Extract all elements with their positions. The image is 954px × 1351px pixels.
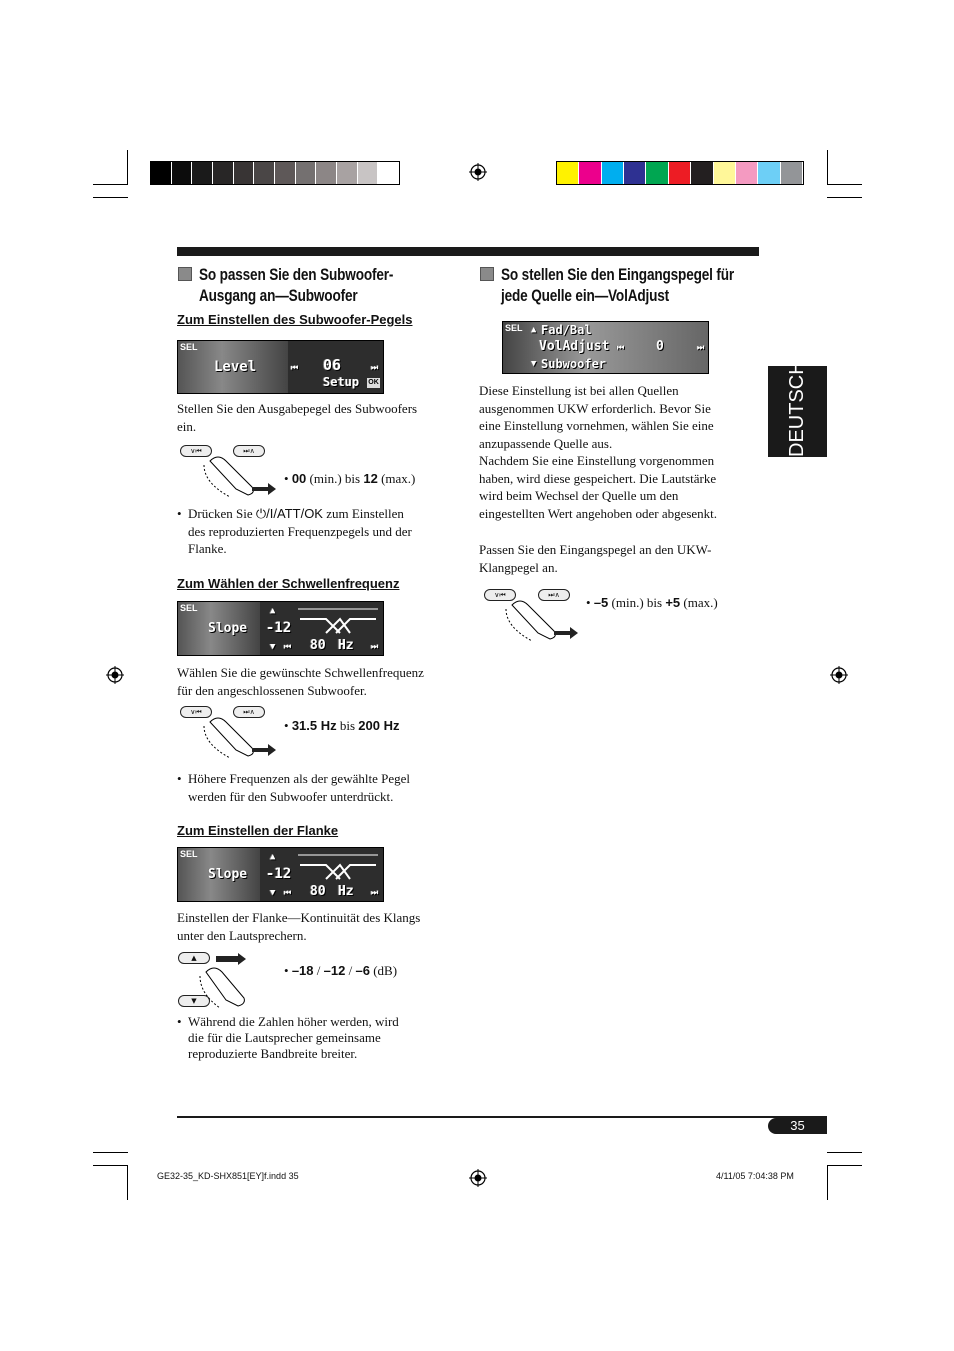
registration-mark-icon	[830, 666, 848, 684]
color-swatch	[557, 162, 578, 184]
skip-forward-icon: ⏭	[371, 363, 379, 372]
color-bar	[556, 161, 804, 185]
down-skip-back-button[interactable]: ∨⏮	[484, 589, 516, 601]
gray-swatch	[254, 162, 274, 184]
paragraph-line: eine Einstellung vornehmen, wählen Sie eine	[479, 418, 714, 433]
ok-icon: OK	[368, 379, 379, 386]
skip-forward-up-button[interactable]: ⏭∧	[233, 445, 265, 457]
language-tab	[768, 360, 827, 457]
lcd-value: 06	[323, 356, 342, 374]
crossover-curve-icon	[296, 605, 380, 637]
lcd-display-voladjust: SEL ▲ Fad/Bal VolAdjust ⏮ 0 ⏭ ▼ Subwoofer	[502, 321, 709, 374]
finger-press-icon	[200, 453, 280, 499]
lcd-display-slope: SEL Slope ▲ -12 ▼ ⏮ 80 Hz ⏭	[177, 601, 384, 656]
color-swatch	[602, 162, 623, 184]
note-bullet: • Während die Zahlen höher werden, wird die für die Lautsprecher gemeinsame reproduzierte Bandbreite breiter.	[177, 1014, 399, 1061]
paragraph-line: wird beim Wechsel der Quelle um den	[479, 488, 679, 503]
gray-swatch	[172, 162, 192, 184]
lcd-frequency-value: 80	[310, 638, 326, 653]
subheading-threshold-frequency: Zum Wählen der Schwellenfrequenz	[177, 576, 400, 591]
note-bullet: • Drücken Sie ⏻/I/ATT/OK zum Einstellen des reproduzierten Frequenzpegels und der Flanke.	[177, 506, 412, 556]
lcd-display-level: SEL Level ⏮ 06 ⏭ Setup OK	[177, 340, 384, 394]
finger-press-icon	[196, 952, 266, 1010]
color-swatch	[646, 162, 667, 184]
bottom-rule	[177, 1116, 827, 1118]
section-heading: So passen Sie den Subwoofer- Ausgang an—Subwoofer	[199, 265, 394, 305]
up-arrow-icon: ▲	[270, 852, 276, 862]
up-button[interactable]: ▲	[178, 952, 210, 964]
gray-swatch	[234, 162, 254, 184]
skip-forward-up-button[interactable]: ⏭∧	[233, 706, 265, 718]
down-arrow-icon: ▼	[270, 888, 276, 898]
lcd-label: Level	[214, 359, 257, 375]
paragraph-line: anzupassende Quelle aus.	[479, 435, 613, 451]
subheading-slope: Zum Einstellen der Flanke	[177, 823, 339, 838]
color-swatch	[781, 162, 802, 184]
paragraph: Einstellen der Flanke—Kontinuität des Klangs unter den Lautsprechern.	[177, 910, 421, 943]
heading-marker-icon	[178, 267, 192, 281]
skip-back-icon: ⏮	[291, 363, 299, 372]
paragraph-line: Passen Sie den Eingangspegel an den UKW-	[479, 542, 712, 557]
lcd-setup: Setup	[323, 375, 360, 389]
paragraph-line: Diese Einstellung ist bei allen Quellen	[479, 383, 679, 398]
gray-swatch	[151, 162, 171, 184]
footer-file: GE32-35_KD-SHX851[EY]f.indd 35	[157, 1171, 299, 1181]
top-rule	[177, 247, 759, 256]
lcd-label: Slope	[208, 867, 248, 882]
skip-back-icon: ⏮	[617, 343, 625, 352]
paragraph-line: Nachdem Sie eine Einstellung vorgenommen	[479, 453, 715, 468]
paragraph-line: eingestellten Wert angehoben oder abgesenkt.	[479, 505, 718, 521]
heading-marker-icon	[480, 267, 494, 281]
gray-swatch	[337, 162, 357, 184]
color-swatch	[691, 162, 712, 184]
paragraph: Wählen Sie die gewünschte Schwellenfrequenz für den angeschlossenen Subwoofer.	[177, 665, 424, 698]
lcd-slope-value: -12	[266, 620, 292, 636]
range-values: • –5 (min.) bis +5 (max.)	[586, 595, 718, 610]
registration-mark-icon	[469, 163, 487, 181]
color-swatch	[669, 162, 690, 184]
subheading-subwoofer-level: Zum Einstellen des Subwoofer-Pegels	[177, 312, 413, 327]
paragraph-line: ausgenommen UKW erforderlich. Bevor Sie	[479, 400, 711, 416]
footer-date: 4/11/05 7:04:38 PM	[716, 1171, 794, 1181]
paragraph	[479, 541, 712, 576]
lcd-row: Subwoofer	[541, 357, 607, 371]
paragraph-line: Klangpegel an.	[479, 559, 558, 575]
lcd-display-slope: SEL Slope ▲ -12 ▼ ⏮ 80 Hz ⏭	[177, 847, 384, 902]
section-heading: So stellen Sie den Eingangspegel für jede Quelle ein—VolAdjust	[501, 265, 735, 305]
registration-mark-icon	[106, 666, 124, 684]
gray-swatch	[378, 162, 398, 184]
down-arrow-icon: ▼	[270, 642, 276, 652]
registration-mark-icon	[469, 1169, 487, 1187]
crossover-curve-icon	[296, 851, 380, 883]
note-bullet: • Höhere Frequenzen als der gewählte Pegel werden für den Subwoofer unterdrückt.	[177, 771, 410, 804]
up-arrow-icon: ▲	[531, 325, 537, 335]
color-swatch	[736, 162, 757, 184]
range-values: • 00 (min.) bis 12 (max.)	[284, 471, 416, 486]
grayscale-bar	[150, 161, 400, 185]
lcd-row: Fad/Bal	[541, 323, 592, 337]
color-swatch	[758, 162, 779, 184]
skip-forward-up-button[interactable]: ⏭∧	[538, 589, 570, 601]
lcd-slope-value: -12	[266, 866, 292, 882]
paragraph-line: haben, wird diese gespeichert. Die Lautstärke	[479, 470, 717, 486]
skip-back-icon: ⏮	[284, 888, 292, 897]
color-swatch	[714, 162, 735, 184]
gray-swatch	[358, 162, 378, 184]
finger-press-icon	[200, 714, 280, 760]
paragraph: Stellen Sie den Ausgabepegel des Subwoofers ein.	[177, 401, 418, 434]
page-number: 35	[768, 1118, 827, 1134]
down-button[interactable]: ▼	[178, 995, 210, 1007]
gray-swatch	[192, 162, 212, 184]
skip-forward-icon: ⏭	[371, 642, 379, 651]
skip-forward-icon: ⏭	[697, 343, 705, 352]
down-skip-back-button[interactable]: ∨⏮	[180, 445, 212, 457]
down-skip-back-button[interactable]: ∨⏮	[180, 706, 212, 718]
color-swatch	[579, 162, 600, 184]
gray-swatch	[296, 162, 316, 184]
color-swatch	[624, 162, 645, 184]
lcd-unit: Hz	[338, 638, 354, 653]
down-arrow-icon: ▼	[531, 359, 537, 369]
finger-press-icon	[502, 597, 582, 643]
lcd-frequency-value: 80	[310, 884, 326, 899]
gray-swatch	[316, 162, 336, 184]
skip-forward-icon: ⏭	[371, 888, 379, 897]
range-values: • 31.5 Hz bis 200 Hz	[284, 718, 400, 733]
lcd-unit: Hz	[338, 884, 354, 899]
lcd-label: Slope	[208, 621, 248, 636]
lcd-row-selected: VolAdjust	[539, 339, 610, 354]
lcd-value: 0	[656, 339, 664, 354]
up-arrow-icon: ▲	[270, 606, 276, 616]
paragraph	[479, 382, 717, 522]
slope-values: • –18 / –12 / –6 (dB)	[284, 963, 398, 978]
skip-back-icon: ⏮	[284, 642, 292, 651]
gray-swatch	[213, 162, 233, 184]
gray-swatch	[275, 162, 295, 184]
language-tab-label: DEUTSCH	[786, 360, 808, 457]
